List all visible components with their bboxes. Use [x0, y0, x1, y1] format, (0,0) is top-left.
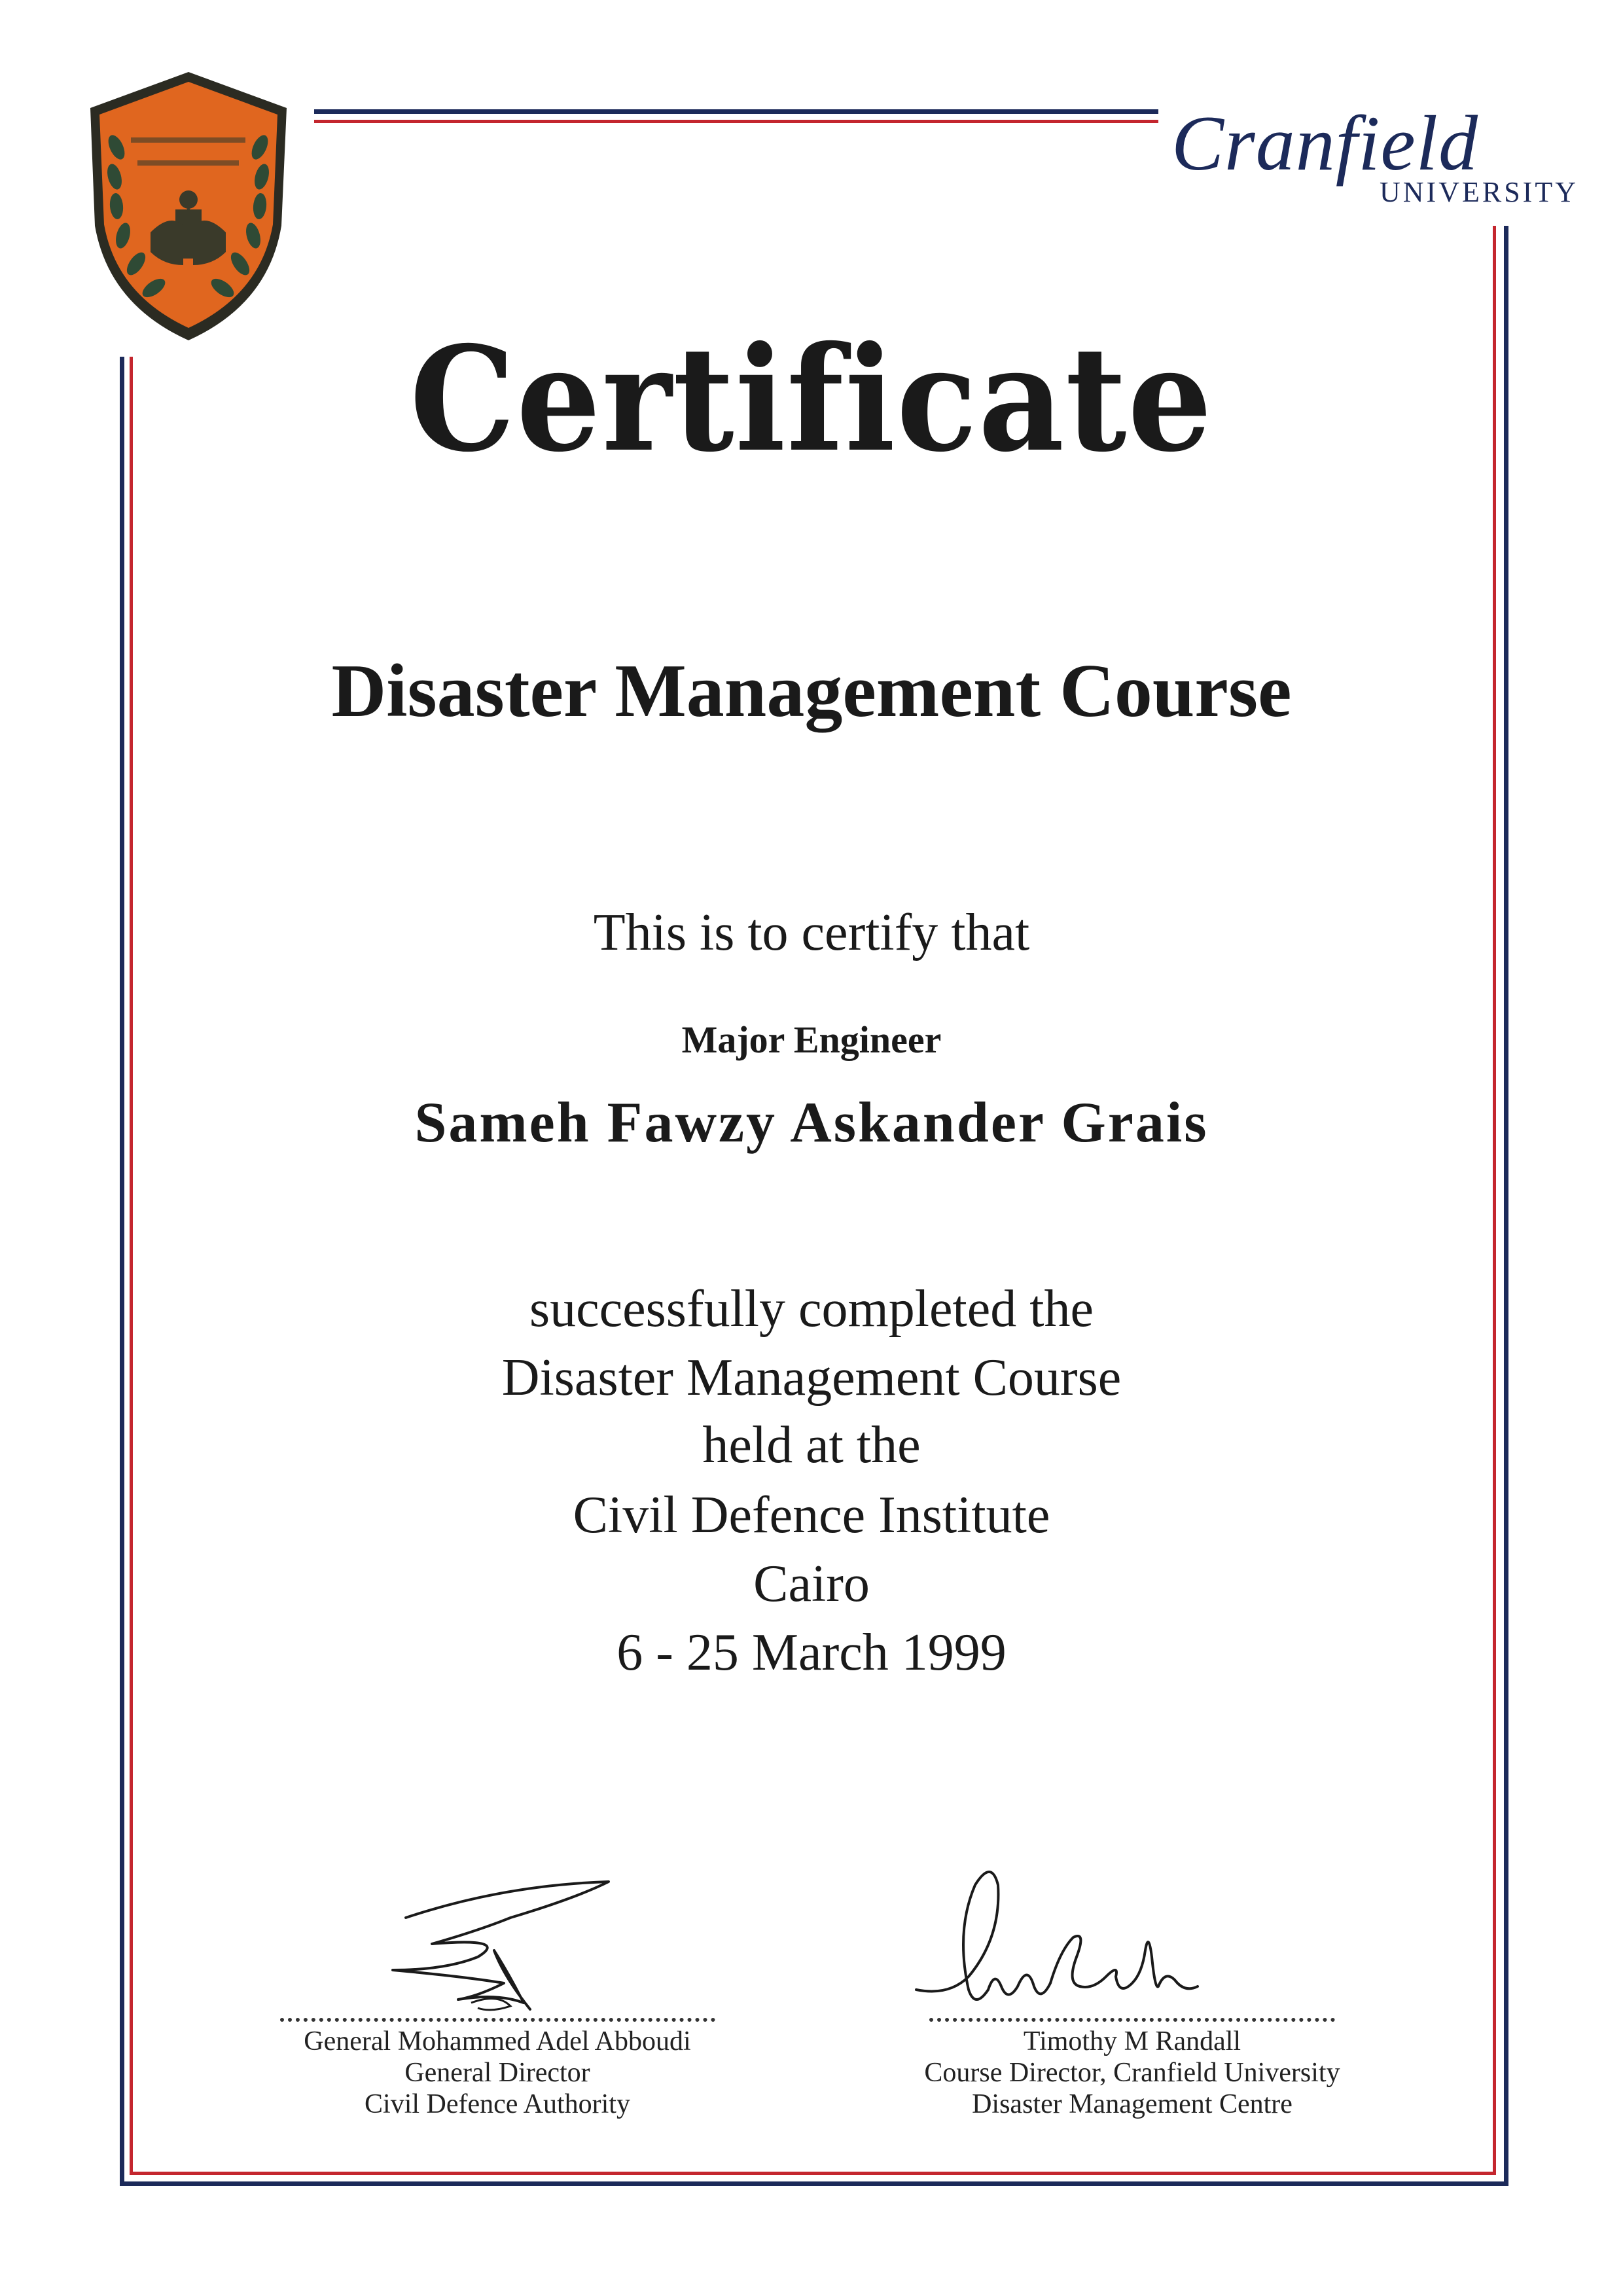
signature-right: [910, 1859, 1224, 2029]
signature-line-right: [929, 2018, 1335, 2022]
certificate-title: Certificate: [410, 314, 1213, 484]
signatory-left: [262, 2026, 733, 2120]
body-line-city: Cairo: [753, 1555, 870, 1613]
left-border-red: [130, 357, 133, 2175]
bottom-border-red: [130, 2172, 1496, 2175]
signatory-right-name: Timothy M Randall: [1023, 2026, 1241, 2056]
body-line-institute: Civil Defence Institute: [573, 1486, 1050, 1544]
signatory-left-name: General Mohammed Adel Abboudi: [304, 2026, 691, 2056]
signatory-left-title: General Director: [404, 2058, 590, 2088]
civil-defence-emblem: [85, 69, 291, 344]
signature-line-left: [280, 2018, 715, 2022]
top-border-red: [314, 120, 1158, 123]
body-line-completed: successfully completed the: [529, 1280, 1094, 1338]
cranfield-logo-subtitle: UNIVERSITY: [1380, 176, 1578, 208]
body-line-course: Disaster Management Course: [501, 1349, 1122, 1407]
bottom-border-navy: [120, 2181, 1508, 2186]
body-line-held-at: held at the: [702, 1416, 921, 1474]
recipient-name: Sameh Fawzy Askander Grais: [414, 1091, 1209, 1155]
signatory-right-title: Course Director, Cranfield University: [924, 2058, 1340, 2088]
body-line-dates: 6 - 25 March 1999: [616, 1624, 1007, 1681]
recipient-rank: Major Engineer: [681, 1018, 942, 1061]
right-border-red: [1493, 226, 1496, 2175]
left-border-navy: [120, 357, 124, 2186]
course-title: Disaster Management Course: [331, 649, 1292, 733]
signatory-left-org: Civil Defence Authority: [365, 2089, 630, 2119]
right-border-navy: [1504, 226, 1508, 2186]
certify-text: This is to certify that: [593, 904, 1030, 961]
signatory-right-org: Disaster Management Centre: [972, 2089, 1293, 2119]
top-border-navy: [314, 109, 1158, 114]
signature-left: [380, 1878, 628, 2029]
signatory-right: [897, 2026, 1368, 2120]
cranfield-logo: Cranfield: [1171, 99, 1479, 187]
